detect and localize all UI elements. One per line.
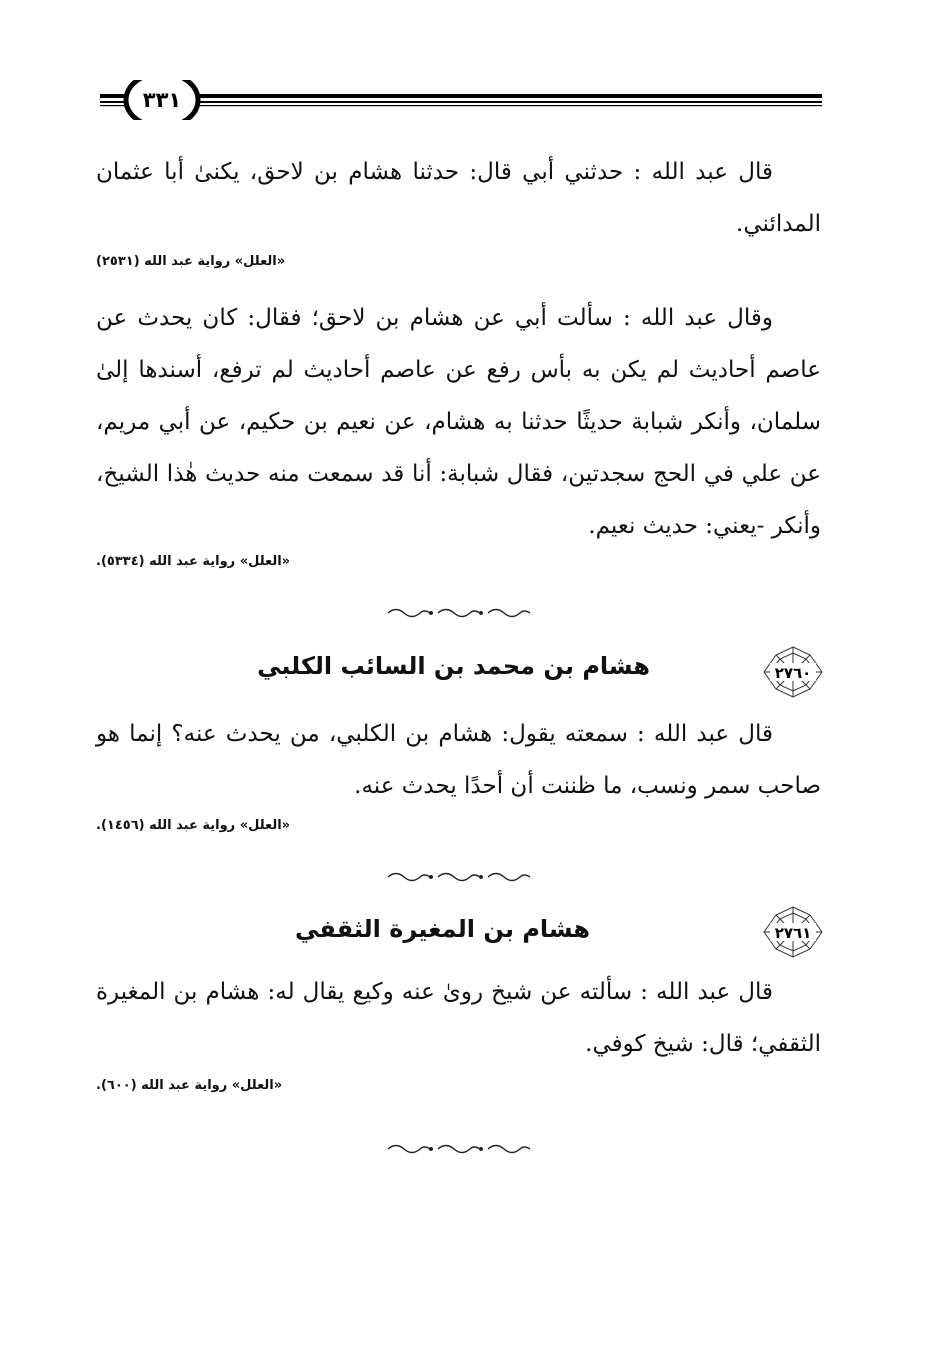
paragraph-block [96, 292, 821, 569]
source-citation: «العلل» رواية عبد الله (٥٣٣٤). [96, 554, 291, 569]
section-divider-ornament [383, 870, 533, 884]
header-rule [100, 80, 822, 120]
entry-heading: هشام بن المغيرة الثقفي [295, 915, 590, 943]
paragraph-text: قال عبد الله : سمعته يقول: هشام بن الكلبي، من يحدث عنه؟ إنما هو صاحب سمر ونسب، ما ظننت أن أحدًا يحدث عنه. [96, 721, 821, 799]
entry-number: ٢٧٦٠ [774, 664, 812, 682]
entry-number-badge [760, 645, 826, 699]
page-number: ٣٣١ [142, 88, 182, 112]
entry-body [96, 708, 821, 833]
paragraph-block [96, 146, 821, 269]
paragraph-text: قال عبد الله : سألته عن شيخ روىٰ عنه وكيع يقال له: هشام بن المغيرة الثقفي؛ قال: شيخ كوفي. [96, 979, 821, 1057]
paragraph-text: قال عبد الله : حدثني أبي قال: حدثنا هشام بن لاحق، يكنىٰ أبا عثمان المدائني. [96, 159, 821, 237]
source-citation: «العلل» رواية عبد الله (١٤٥٦). [96, 818, 291, 833]
entry-number-badge [760, 905, 826, 959]
entry-body [96, 966, 821, 1093]
section-divider-ornament [383, 1142, 533, 1156]
source-citation: «العلل» رواية عبد الله (٢٥٣١) [96, 254, 286, 269]
paragraph-text: وقال عبد الله : سألت أبي عن هشام بن لاحق؛ فقال: كان يحدث عن عاصم أحاديث لم يكن به بأس رفع عن عاصم أحاديث لم ترفع، أسندها إلىٰ سلمان، وأنكر شبابة حديثًا حدثنا به هشام، عن نعيم بن حكيم، عن أبي مريم، عن علي في الحج سجدتين، فقال شبابة: أنا قد سمعت منه حديث هٰذا الشيخ، وأنكر -يعني: حديث نعيم. [96, 305, 821, 539]
entry-number: ٢٧٦١ [774, 924, 812, 942]
source-citation: «العلل» رواية عبد الله (٦٠٠). [96, 1078, 283, 1093]
entry-heading: هشام بن محمد بن السائب الكلبي [257, 652, 650, 680]
section-divider-ornament [383, 606, 533, 620]
